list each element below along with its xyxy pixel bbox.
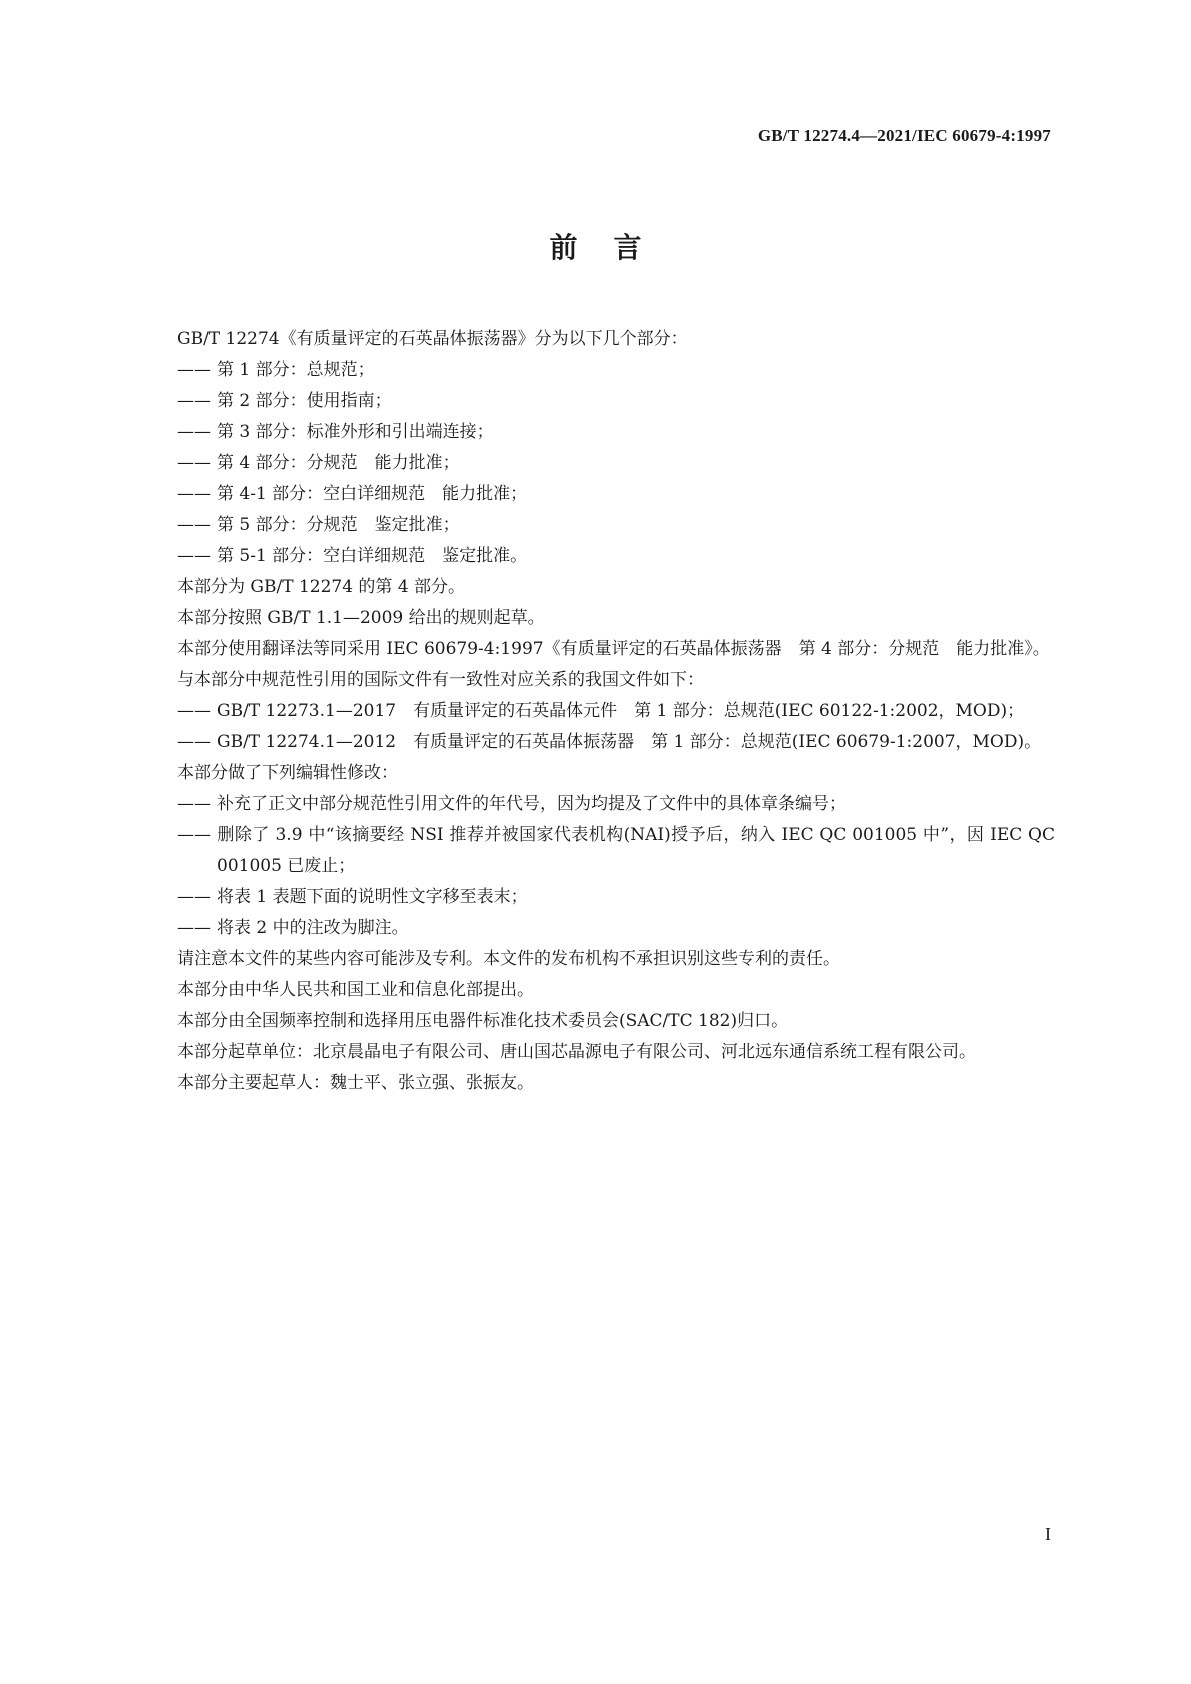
list-item-part-5 [140,510,1055,541]
page-title: 前言 [549,231,678,264]
dash-mark: —— [177,484,211,504]
list-item-text: GB/T 12274.1—2012 有质量评定的石英晶体振荡器 第 1 部分：总规范(IEC 60679-1:2007，MOD)。 [217,732,1042,752]
page-number: I [1045,1524,1051,1544]
list-item-editorial-1 [140,789,1055,820]
list-item-part-5-1 [140,541,1055,572]
list-item-text: 补充了正文中部分规范性引用文件的年代号，因为均提及了文件中的具体章条编号； [217,794,846,814]
intro-paragraph: GB/T 12274《有质量评定的石英晶体振荡器》分为以下几个部分： [177,329,688,349]
dash-mark: —— [177,360,211,380]
drafters-paragraph: 本部分主要起草人：魏士平、张立强、张振友。 [177,1073,534,1093]
dash-mark: —— [177,422,211,442]
patent-notice-paragraph: 请注意本文件的某些内容可能涉及专利。本文件的发布机构不承担识别这些专利的责任。 [177,949,840,969]
standard-number-header: GB/T 12274.4—2021/IEC 60679-4:1997 [757,126,1051,145]
this-part-paragraph: 本部分为 GB/T 12274 的第 4 部分。 [177,577,466,597]
list-item-editorial-2 [140,820,1055,882]
list-item-text: 第 1 部分：总规范； [217,360,375,380]
list-item-correspondence-1 [140,696,1055,727]
list-item-text: 第 3 部分：标准外形和引出端连接； [217,422,494,442]
jurisdiction-paragraph: 本部分由全国频率控制和选择用压电器件标准化技术委员会(SAC/TC 182)归口。 [177,1011,789,1031]
dash-mark: —— [177,546,211,566]
list-item-text: 第 4-1 部分：空白详细规范 能力批准； [217,484,528,504]
correspondence-intro-paragraph: 与本部分中规范性引用的国际文件有一致性对应关系的我国文件如下： [177,670,704,690]
list-item-editorial-3 [140,882,1055,913]
dash-mark: —— [177,453,211,473]
list-item-part-1 [140,355,1055,386]
dash-mark: —— [177,887,211,907]
list-item-part-4 [140,448,1055,479]
drafting-rules-paragraph: 本部分按照 GB/T 1.1—2009 给出的规则起草。 [177,608,545,628]
editorial-intro-paragraph: 本部分做了下列编辑性修改： [177,763,398,783]
adoption-paragraph: 本部分使用翻译法等同采用 IEC 60679-4:1997《有质量评定的石英晶体振荡器 第 4 部分：分规范 能力批准》。 [177,639,1050,659]
list-item-text: 第 4 部分：分规范 能力批准； [217,453,460,473]
dash-mark: —— [177,391,211,411]
list-item-text: 将表 2 中的注改为脚注。 [217,918,409,938]
list-item-text: 第 2 部分：使用指南； [217,391,392,411]
list-item-correspondence-2 [140,727,1055,758]
list-item-part-4-1 [140,479,1055,510]
drafting-units-paragraph: 本部分起草单位：北京晨晶电子有限公司、唐山国芯晶源电子有限公司、河北远东通信系统工程有限公司。 [177,1042,976,1062]
list-item-part-3 [140,417,1055,448]
list-item-part-2 [140,386,1055,417]
dash-mark: —— [177,732,211,752]
list-item-text: 第 5 部分：分规范 鉴定批准； [217,515,460,535]
dash-mark: —— [177,515,211,535]
dash-mark: —— [177,701,211,721]
list-item-text: 删除了 3.9 中“该摘要经 NSI 推荐并被国家代表机构(NAI)授予后，纳入 IEC QC 001005 中”，因 IEC QC 001005 已废止； [217,825,1055,876]
dash-mark: —— [177,918,211,938]
list-item-text: 将表 1 表题下面的说明性文字移至表末； [217,887,528,907]
list-item-editorial-4 [140,913,1055,944]
list-item-text: 第 5-1 部分：空白详细规范 鉴定批准。 [217,546,528,566]
dash-mark: —— [177,825,211,845]
foreword-body [140,324,1055,1099]
proposed-by-paragraph: 本部分由中华人民共和国工业和信息化部提出。 [177,980,534,1000]
list-item-text: GB/T 12273.1—2017 有质量评定的石英晶体元件 第 1 部分：总规范(IEC 60122-1:2002，MOD)； [217,701,1025,721]
dash-mark: —— [177,794,211,814]
